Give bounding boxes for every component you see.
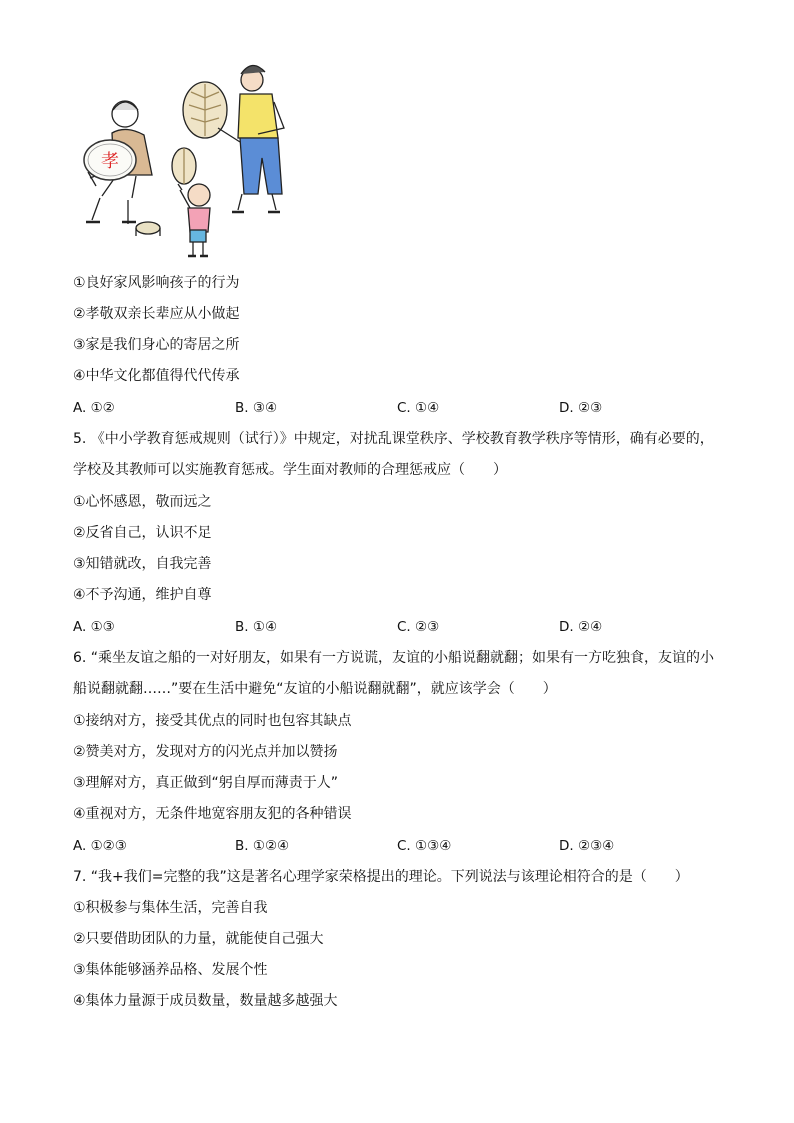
child-figure (172, 148, 210, 256)
q7-statement-3: ③集体能够涵养品格、发展个性 (73, 962, 268, 978)
q5-statement-3: ③知错就改，自我完善 (73, 556, 212, 572)
q4-option-c[interactable]: C. ①④ (397, 400, 440, 416)
q4-statement-2: ②孝敬双亲长辈应从小做起 (73, 306, 240, 322)
q7-statement-2: ②只要借助团队的力量，就能使自己强大 (73, 931, 324, 947)
q6-option-d[interactable]: D. ②③④ (559, 838, 615, 854)
embroidery-character: 孝 (101, 151, 119, 172)
q4-statement-4: ④中华文化都值得代代传承 (73, 368, 240, 384)
q4-options (73, 398, 733, 418)
q5-option-c[interactable]: C. ②③ (397, 619, 440, 635)
q7-stem: 7. “我+我们=完整的我”这是著名心理学家荣格提出的理论。下列说法与该理论相符合的是（ ） (73, 869, 689, 885)
q5-statement-4: ④不予沟通，维护自尊 (73, 587, 212, 603)
q7-statement-4: ④集体力量源于成员数量，数量越多越强大 (73, 993, 338, 1009)
q6-statement-2: ②赞美对方，发现对方的闪光点并加以赞扬 (73, 744, 338, 760)
q5-statement-2: ②反省自己，认识不足 (73, 525, 212, 541)
q5-options (73, 617, 733, 637)
q4-statement-3: ③家是我们身心的寄居之所 (73, 337, 240, 353)
q4-option-d[interactable]: D. ②③ (559, 400, 603, 416)
q5-statement-1: ①心怀感恩，敬而远之 (73, 494, 212, 510)
q6-option-a[interactable]: A. ①②③ (73, 838, 127, 854)
embroidery-hoop (84, 140, 136, 180)
q5-option-b[interactable]: B. ①④ (235, 619, 278, 635)
q6-options (73, 836, 733, 856)
q5-stem: 5. 《中小学教育惩戒规则（试行）》中规定，对扰乱课堂秩序、学校教育教学秩序等情形，确有必要的，学校及其教师可以实施教育惩戒。学生面对教师的合理惩戒应（ ） (73, 431, 714, 478)
q5-option-d[interactable]: D. ②④ (559, 619, 603, 635)
q6-option-c[interactable]: C. ①③④ (397, 838, 452, 854)
q7-statement-1: ①积极参与集体生活，完善自我 (73, 900, 268, 916)
q6-statement-4: ④重视对方，无条件地宽容朋友犯的各种错误 (73, 806, 352, 822)
q4-option-b[interactable]: B. ③④ (235, 400, 278, 416)
family-illustration (80, 58, 295, 270)
q4-option-a[interactable]: A. ①② (73, 400, 115, 416)
q4-statement-1: ①良好家风影响孩子的行为 (73, 275, 240, 291)
q6-stem: 6. “乘坐友谊之船的一对好朋友，如果有一方说谎，友谊的小船说翻就翻；如果有一方吃独食，友谊的小船说翻就翻……”要在生活中避免“友谊的小船说翻就翻”，就应该学会（ ） (73, 650, 715, 697)
q6-statement-3: ③理解对方，真正做到“躬自厚而薄责于人” (73, 775, 339, 791)
q5-option-a[interactable]: A. ①③ (73, 619, 115, 635)
q6-statement-1: ①接纳对方，接受其优点的同时也包容其缺点 (73, 713, 352, 729)
q6-option-b[interactable]: B. ①②④ (235, 838, 290, 854)
